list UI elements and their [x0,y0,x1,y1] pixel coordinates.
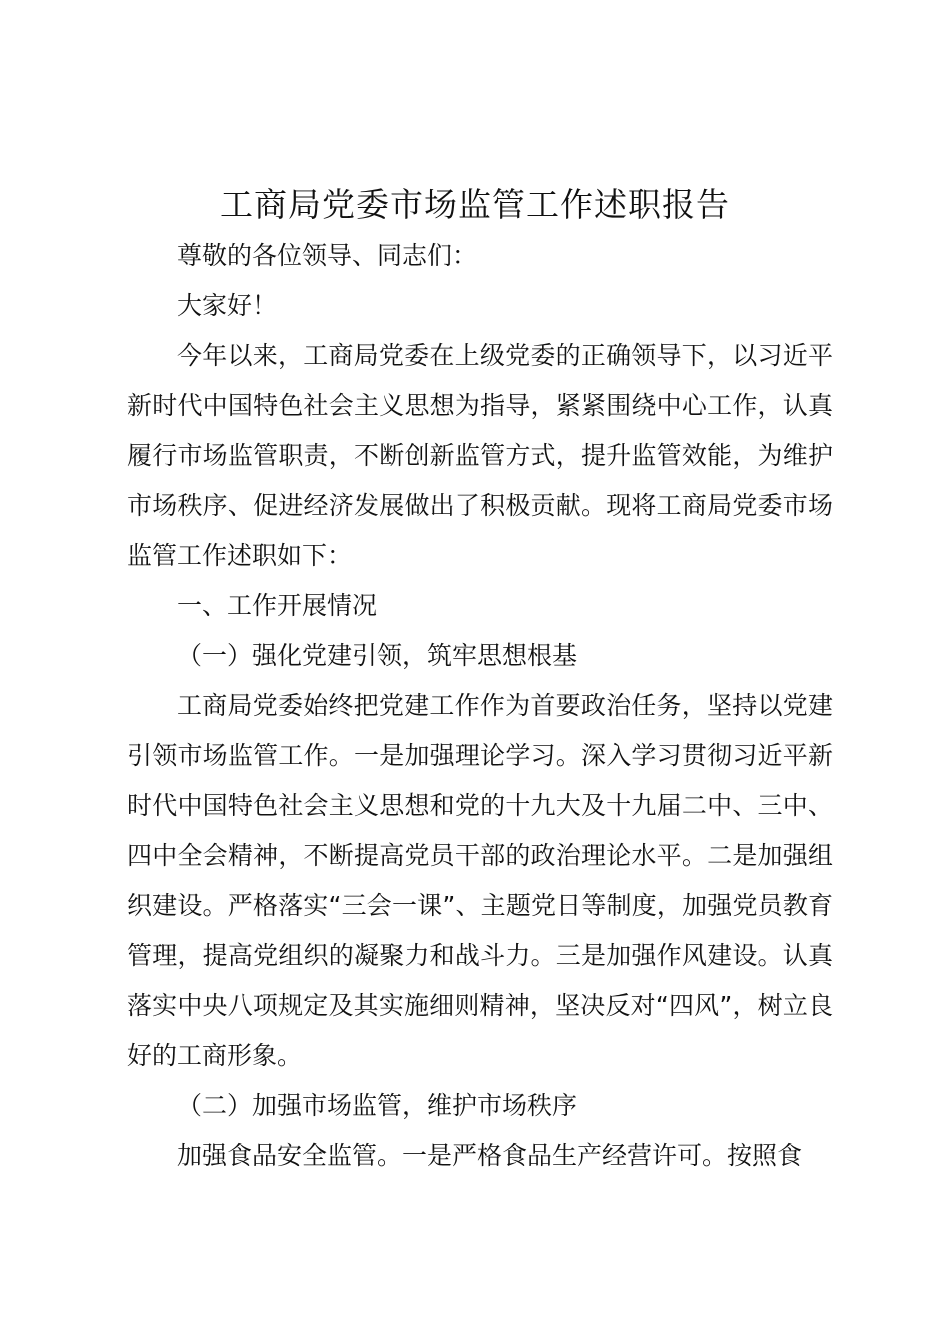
section-heading: 一、工作开展情况 [177,591,378,620]
intro-paragraph: 今年以来，工商局党委在上级党委的正确领导下，以习近平新时代中国特色社会主义思想为指导，紧紧围绕中心工作，认真履行市场监管职责，不断创新监管方式，提升监管效能，为维护市场秩序、促进经济发展做出了积极贡献。现将工商局党委市场监管工作述职如下： [127,341,833,570]
body-paragraph: 工商局党委始终把党建工作作为首要政治任务，坚持以党建引领市场监管工作。一是加强理论学习。深入学习贯彻习近平新时代中国特色社会主义思想和党的十九大及十九届二中、三中、四中全会精神，不断提高党员干部的政治理论水平。二是加强组织建设。严格落实“三会一课”、主题党日等制度，加强党员教育管理，提高党组织的凝聚力和战斗力。三是加强作风建设。认真落实中央八项规定及其实施细则精神，坚决反对“四风”，树立良好的工商形象。 [127,691,833,1070]
document-title: 工商局党委市场监管工作述职报告 [220,185,730,224]
subsection-heading: （二）加强市场监管，维护市场秩序 [177,1091,578,1120]
salutation: 尊敬的各位领导、同志们： [177,241,478,270]
greeting: 大家好！ [177,291,278,320]
subsection-heading: （一）强化党建引领，筑牢思想根基 [177,641,578,670]
document-body [127,231,833,1181]
body-paragraph: 加强食品安全监管。一是严格食品生产经营许可。按照食 [177,1141,803,1170]
